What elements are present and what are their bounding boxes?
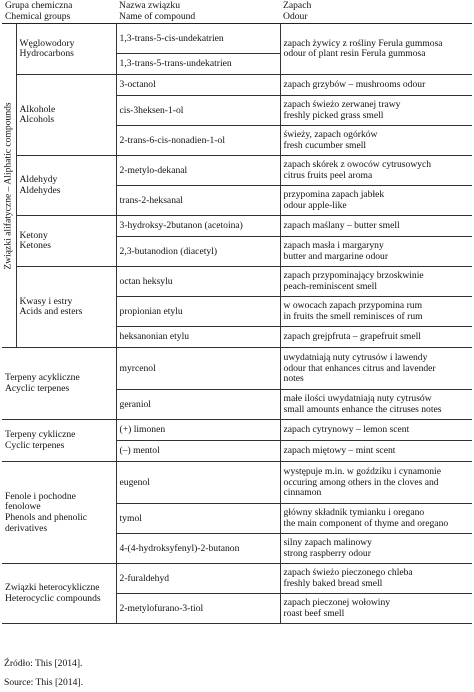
compound-name-cell: (+) limonen <box>116 420 280 441</box>
source-line-en: Source: This [2014]. <box>4 677 83 688</box>
chemical-group-cell: Terpeny cykliczne Cyclic terpenes <box>2 420 116 462</box>
chemical-group-cell: Związki heterocykliczne Heterocyclic compounds <box>2 564 116 624</box>
compound-name-cell: (–) mentol <box>116 441 280 462</box>
odour-cell: świeży, zapach ogórków fresh cucumber smell <box>280 126 472 156</box>
sources-note <box>4 654 83 692</box>
table-row <box>2 564 472 594</box>
compound-name-cell: 3-hydroksy-2butanon (acetoina) <box>116 216 280 237</box>
compound-name-cell: 3-octanol <box>116 75 280 96</box>
compound-name-cell: propionian etylu <box>116 297 280 327</box>
odour-cell: zapach grejpfruta – grapefruit smell <box>280 327 472 348</box>
compound-name-cell: octan heksylu <box>116 267 280 297</box>
odour-cell: zapach grzybów – mushrooms odour <box>280 75 472 96</box>
chemical-group-cell: Fenole i pochodne fenolowe Phenols and phenolic derivatives <box>2 462 116 564</box>
compound-name-cell: eugenol <box>116 462 280 504</box>
compound-name-cell: 4-(4-hydroksyfenyl)-2-butanon <box>116 534 280 564</box>
odour-cell: zapach żywicy z rośliny Ferula gummosa odour of plant resin Ferula gummosa <box>280 24 472 75</box>
odour-cell: zapach świeżo zerwanej trawy freshly picked grass smell <box>280 96 472 126</box>
chemical-group-cell: Kwasy i estry Acids and esters <box>16 267 116 348</box>
compound-name-cell: cis-3heksen-1-ol <box>116 96 280 126</box>
table-row <box>2 420 472 441</box>
compound-name-cell: 2,3-butanodion (diacetyl) <box>116 237 280 267</box>
compound-name-cell: 2-metylofurano-3-tiol <box>116 594 280 624</box>
odour-cell: główny składnik tymianku i oregano the main component of thyme and oregano <box>280 504 472 534</box>
compound-name-cell: 2-trans-6-cis-nonadien-1-ol <box>116 126 280 156</box>
table-row <box>2 24 472 54</box>
chemical-group-cell: Ketony Ketones <box>16 216 116 267</box>
table-row <box>2 75 472 96</box>
odour-cell: zapach miętowy – mint scent <box>280 441 472 462</box>
odour-cell: uwydatniają nuty cytrusów i lawendy odour that enhances citrus and lavender notes <box>280 348 472 390</box>
table-body <box>2 24 472 624</box>
table-row <box>2 216 472 237</box>
odour-cell: zapach świeżo pieczonego chleba freshly baked bread smell <box>280 564 472 594</box>
odour-cell: małe ilości uwydatniają nuty cytrusów small amounts enhance the citruses notes <box>280 390 472 420</box>
chemical-group-cell: Alkohole Alcohols <box>16 75 116 156</box>
table-row <box>2 156 472 186</box>
compound-name-cell: 1,3-trans-5-cis-undekatrien <box>116 24 280 54</box>
odour-cell: występuje m.in. w goździku i cynamonie occuring among others in the cloves and cinnamon <box>280 462 472 504</box>
chemical-group-cell: Węglowodory Hydrocarbons <box>16 24 116 75</box>
compound-name-cell: 1,3-trans-5-trans-undekatrien <box>116 54 280 75</box>
header-odour: Zapach Odour <box>280 0 472 24</box>
odour-cell: zapach skórek z owoców cytrusowych citrus fruits peel aroma <box>280 156 472 186</box>
odour-cell: zapach przypominający brzoskwinie peach-reminiscent smell <box>280 267 472 297</box>
odour-compounds-table <box>2 0 472 624</box>
table-header-row <box>2 0 472 24</box>
compound-name-cell: trans-2-heksanal <box>116 186 280 216</box>
table-row <box>2 348 472 390</box>
header-chemical-groups: Grupa chemiczna Chemical groups <box>2 0 116 24</box>
compound-name-cell: tymol <box>116 504 280 534</box>
chemical-group-cell: Terpeny acykliczne Acyclic terpenes <box>2 348 116 420</box>
compound-name-cell: 2-metylo-dekanal <box>116 156 280 186</box>
odour-cell: zapach masła i margaryny butter and margarine odour <box>280 237 472 267</box>
odour-cell: przypomina zapach jabłek odour apple-like <box>280 186 472 216</box>
compound-name-cell: myrcenol <box>116 348 280 390</box>
source-line-pl: Źródło: This [2014]. <box>4 658 83 669</box>
odour-cell: zapach cytrynowy – lemon scent <box>280 420 472 441</box>
table-row <box>2 462 472 504</box>
odour-cell: w owocach zapach przypomina rum in fruits the smell reminisces of rum <box>280 297 472 327</box>
compound-name-cell: 2-furaldehyd <box>116 564 280 594</box>
table-row <box>2 267 472 297</box>
odour-cell: zapach maślany – butter smell <box>280 216 472 237</box>
compound-name-cell: geraniol <box>116 390 280 420</box>
chemical-group-cell: Aldehydy Aldehydes <box>16 156 116 216</box>
odour-cell: zapach pieczonej wołowiny roast beef smell <box>280 594 472 624</box>
compound-name-cell: heksanonian etylu <box>116 327 280 348</box>
header-name-of-compound: Nazwa związku Name of compound <box>116 0 280 24</box>
odour-cell: silny zapach malinowy strong raspberry odour <box>280 534 472 564</box>
aliphatic-vertical-label: Związki alifatyczne – Aliphatic compounds <box>2 24 16 348</box>
